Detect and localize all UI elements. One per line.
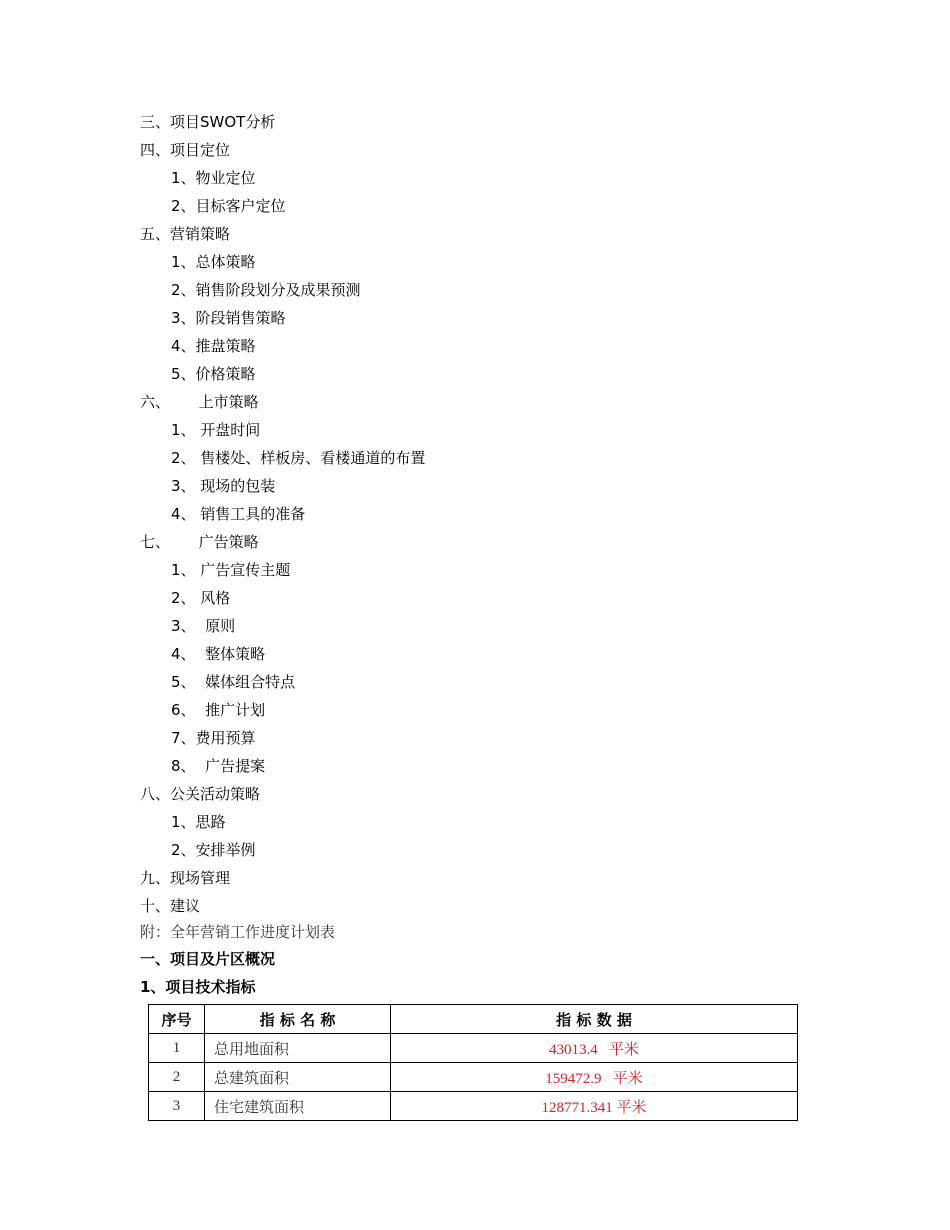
toc-chapter: 十、建议: [140, 897, 201, 915]
toc-item: 1、思路: [171, 813, 226, 831]
toc-item: 5、价格策略: [171, 365, 256, 383]
row-name: 总建筑面积: [205, 1063, 391, 1092]
toc-item: 3、阶段销售策略: [171, 309, 286, 327]
row-value: 159472.9 平米: [391, 1063, 798, 1092]
toc-item: 1、物业定位: [171, 169, 256, 187]
toc-item: 1、 开盘时间: [171, 421, 261, 439]
toc-chapter: 三、项目SWOT分析: [140, 113, 276, 131]
toc-chapter: 四、项目定位: [140, 141, 231, 159]
toc-chapter: 八、公关活动策略: [140, 785, 261, 803]
toc-item: 3、 原则: [171, 617, 236, 635]
row-name: 总用地面积: [205, 1034, 391, 1063]
row-name: 住宅建筑面积: [205, 1092, 391, 1121]
table-header-row: [149, 1005, 798, 1034]
toc-item: 8、 广告提案: [171, 757, 266, 775]
row-value: 128771.341 平米: [391, 1092, 798, 1121]
table-row: [149, 1034, 798, 1063]
row-value: 43013.4 平米: [391, 1034, 798, 1063]
row-index: 1: [149, 1034, 205, 1063]
toc-item: 2、目标客户定位: [171, 197, 286, 215]
header-index: 序号: [149, 1005, 205, 1034]
appendix-line: 附：全年营销工作进度计划表: [140, 923, 336, 941]
toc-item: 1、总体策略: [171, 253, 256, 271]
row-index: 3: [149, 1092, 205, 1121]
toc-item: 5、 媒体组合特点: [171, 673, 296, 691]
toc-chapter: 七、 广告策略: [140, 533, 259, 551]
toc-chapter: 六、 上市策略: [140, 393, 259, 411]
section-heading: 一、项目及片区概况: [140, 950, 276, 968]
technical-indicators-table: [148, 1004, 798, 1121]
header-indicator-name: 指 标 名 称: [205, 1005, 391, 1034]
toc-item: 4、推盘策略: [171, 337, 256, 355]
toc-item: 2、 风格: [171, 589, 231, 607]
toc-item: 7、费用预算: [171, 729, 256, 747]
toc-item: 1、 广告宣传主题: [171, 561, 291, 579]
toc-item: 2、安排举例: [171, 841, 256, 859]
toc-item: 2、销售阶段划分及成果预测: [171, 281, 361, 299]
toc-item: 4、 整体策略: [171, 645, 266, 663]
header-indicator-value: 指 标 数 据: [391, 1005, 798, 1034]
toc-item: 6、 推广计划: [171, 701, 266, 719]
toc-item: 4、 销售工具的准备: [171, 505, 306, 523]
toc-chapter: 五、营销策略: [140, 225, 231, 243]
toc-chapter: 九、现场管理: [140, 869, 231, 887]
toc-item: 3、 现场的包装: [171, 477, 276, 495]
toc-item: 2、 售楼处、样板房、看楼通道的布置: [171, 449, 426, 467]
subsection-heading: 1、项目技术指标: [140, 978, 256, 996]
table-row: [149, 1063, 798, 1092]
row-index: 2: [149, 1063, 205, 1092]
table-row: [149, 1092, 798, 1121]
